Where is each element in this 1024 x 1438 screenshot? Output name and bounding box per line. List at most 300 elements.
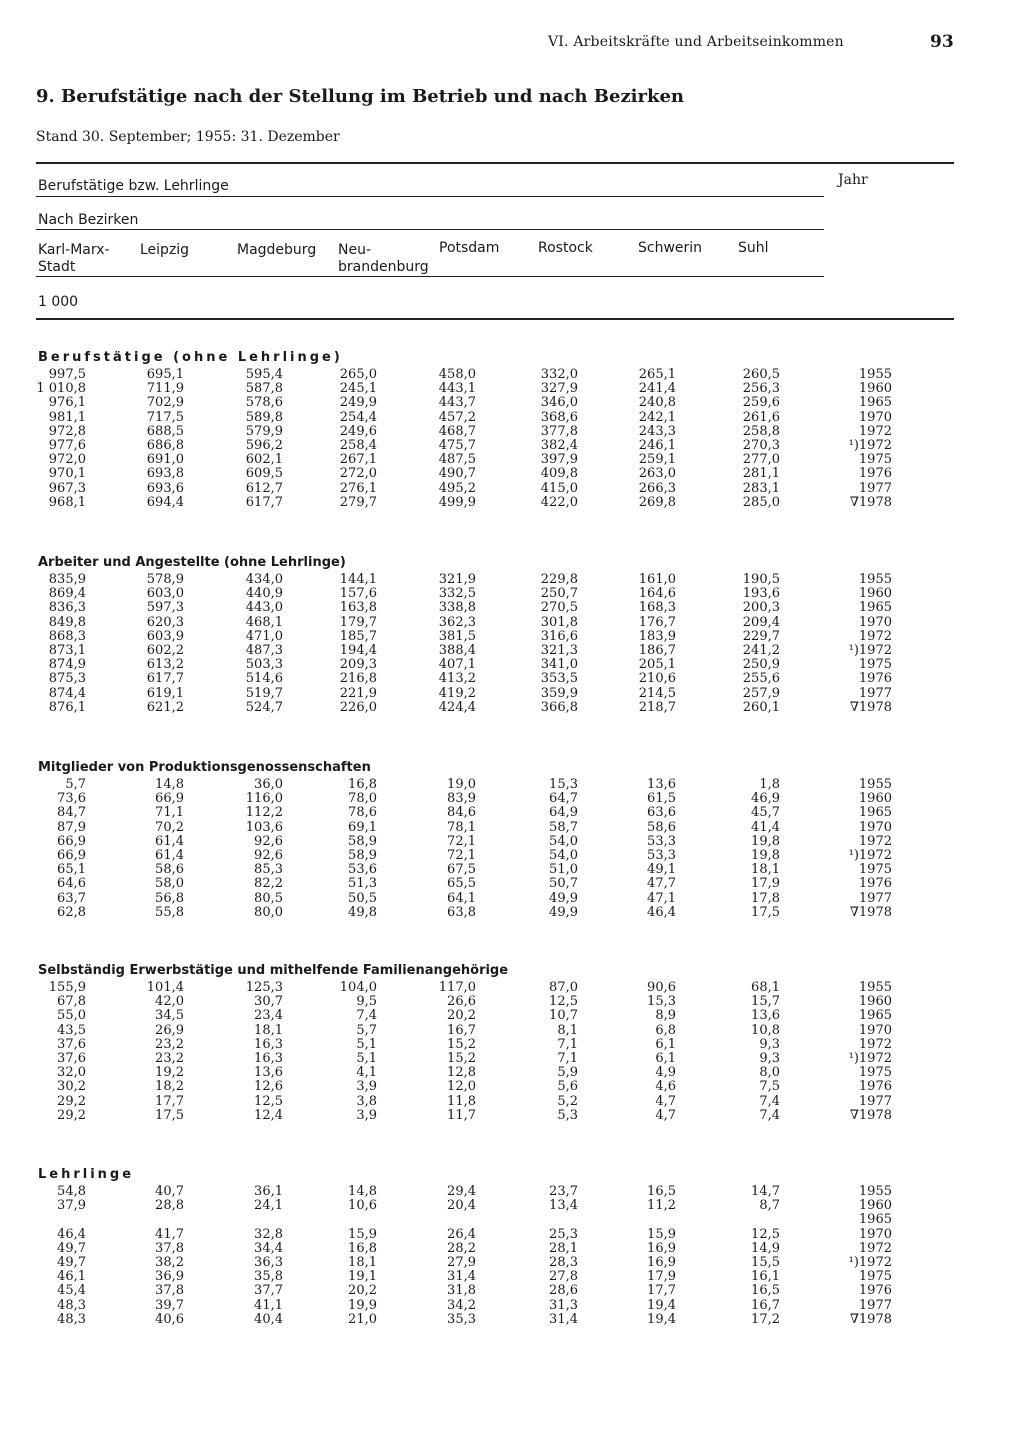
table-cell: 272,0 — [339, 466, 377, 482]
table-cell: 117,0 — [438, 980, 476, 995]
table-cell: 42,0 — [155, 994, 184, 1010]
table-cell: 10,8 — [751, 1022, 780, 1038]
table-row — [38, 1185, 978, 1199]
year-cell: 1975 — [858, 1269, 892, 1285]
table-cell: 56,8 — [155, 890, 184, 906]
table-cell: 241,4 — [638, 381, 676, 397]
table-cell: 332,0 — [540, 367, 578, 382]
table-cell: 12,5 — [549, 994, 578, 1010]
table-cell: 260,5 — [742, 367, 780, 382]
table-title: 9. Berufstätige nach der Stellung im Betrieb und nach Bezirken — [36, 86, 684, 107]
table-cell: 613,2 — [146, 657, 184, 673]
column-header-potsdam: Potsdam — [439, 240, 500, 256]
table-cell: 3,9 — [356, 1079, 377, 1095]
table-cell: 256,3 — [742, 381, 780, 397]
table-cell: 23,7 — [549, 1184, 578, 1199]
table-cell: 47,1 — [647, 890, 676, 906]
table-cell: 316,6 — [540, 628, 578, 644]
table-row — [38, 1080, 978, 1094]
table-row — [38, 821, 978, 835]
table-cell: 19,0 — [447, 777, 476, 792]
year-cell: 1972 — [858, 1240, 892, 1256]
table-cell: 49,8 — [348, 904, 377, 920]
table-row — [38, 482, 978, 496]
table-cell: 468,7 — [438, 423, 476, 439]
table-cell: 66,9 — [155, 791, 184, 807]
year-cell: 1975 — [858, 1065, 892, 1081]
table-cell: 216,8 — [339, 671, 377, 687]
table-cell: 15,3 — [647, 994, 676, 1010]
section-title: Berufstätige (ohne Lehrlinge) — [38, 350, 343, 365]
table-cell: 875,3 — [48, 671, 86, 687]
table-cell: 578,6 — [245, 395, 283, 411]
table-row — [38, 701, 978, 715]
table-cell: 200,3 — [742, 600, 780, 616]
table-row — [38, 778, 978, 792]
year-cell: 1972 — [858, 1036, 892, 1052]
table-row — [38, 616, 978, 630]
table-row — [38, 672, 978, 686]
table-row — [38, 1009, 978, 1023]
table-cell: 36,1 — [254, 1184, 283, 1199]
table-cell: 36,0 — [254, 777, 283, 792]
section-rows — [38, 778, 978, 920]
year-cell: ¹)1972 — [848, 642, 892, 658]
table-cell: 72,1 — [447, 847, 476, 863]
table-cell: 967,3 — [48, 480, 86, 496]
table-cell: 359,9 — [540, 685, 578, 701]
table-cell: 186,7 — [638, 642, 676, 658]
section-rows — [38, 1185, 978, 1327]
table-cell: 976,1 — [48, 395, 86, 411]
table-cell: 691,0 — [146, 452, 184, 468]
table-cell: 8,1 — [557, 1022, 578, 1038]
table-row — [38, 1052, 978, 1066]
table-cell: 101,4 — [146, 980, 184, 995]
table-cell: 246,1 — [638, 437, 676, 453]
year-cell: ∇1978 — [849, 699, 892, 715]
table-row — [38, 1199, 978, 1213]
table-cell: 265,0 — [339, 367, 377, 382]
table-cell: 37,8 — [155, 1283, 184, 1299]
table-cell: 45,7 — [751, 805, 780, 821]
year-cell: 1955 — [858, 572, 892, 587]
table-cell: 409,8 — [540, 466, 578, 482]
table-cell: 5,1 — [356, 1050, 377, 1066]
table-cell: 14,8 — [155, 777, 184, 792]
table-cell: 31,4 — [549, 1311, 578, 1327]
year-cell: 1976 — [858, 1283, 892, 1299]
table-cell: 43,5 — [57, 1022, 86, 1038]
table-row — [38, 1066, 978, 1080]
table-cell: 221,9 — [339, 685, 377, 701]
year-cell: 1960 — [858, 791, 892, 807]
table-cell: 34,5 — [155, 1008, 184, 1024]
table-cell: 40,4 — [254, 1311, 283, 1327]
table-cell: 338,8 — [438, 600, 476, 616]
table-cell: 11,7 — [447, 1107, 476, 1123]
table-cell: 4,6 — [655, 1079, 676, 1095]
table-cell: 257,9 — [742, 685, 780, 701]
rule-columns — [36, 276, 824, 277]
table-cell: 695,1 — [146, 367, 184, 382]
table-row — [38, 601, 978, 615]
table-cell: 125,3 — [245, 980, 283, 995]
table-cell: 7,4 — [759, 1107, 780, 1123]
table-cell: 168,3 — [638, 600, 676, 616]
table-cell: 229,7 — [742, 628, 780, 644]
year-cell: ¹)1972 — [848, 1254, 892, 1270]
table-cell: 53,6 — [348, 862, 377, 878]
table-cell: 35,3 — [447, 1311, 476, 1327]
table-cell: 48,3 — [57, 1311, 86, 1327]
table-cell: 183,9 — [638, 628, 676, 644]
table-cell: 80,0 — [254, 904, 283, 920]
table-cell: 28,1 — [549, 1240, 578, 1256]
table-cell: 12,5 — [254, 1093, 283, 1109]
table-row — [38, 453, 978, 467]
table-cell: 9,3 — [759, 1050, 780, 1066]
running-head: VI. Arbeitskräfte und Arbeitseinkommen — [548, 34, 844, 50]
head-group: Nach Bezirken — [38, 212, 139, 228]
table-cell: 7,1 — [557, 1036, 578, 1052]
table-cell: 229,8 — [540, 572, 578, 587]
table-cell: 981,1 — [48, 409, 86, 425]
table-cell: 876,1 — [48, 699, 86, 715]
table-cell: 19,4 — [647, 1297, 676, 1313]
table-cell: 64,6 — [57, 876, 86, 892]
year-cell: 1970 — [858, 614, 892, 630]
year-cell: 1960 — [858, 1198, 892, 1214]
table-cell: 443,7 — [438, 395, 476, 411]
table-row — [38, 835, 978, 849]
table-cell: 28,8 — [155, 1198, 184, 1214]
table-cell: 495,2 — [438, 480, 476, 496]
table-cell: 58,7 — [549, 819, 578, 835]
table-cell: 443,0 — [245, 600, 283, 616]
year-cell: 1965 — [858, 600, 892, 616]
table-cell: 31,3 — [549, 1297, 578, 1313]
table-cell: 281,1 — [742, 466, 780, 482]
table-cell: 37,7 — [254, 1283, 283, 1299]
table-cell: 12,6 — [254, 1079, 283, 1095]
table-cell: 415,0 — [540, 480, 578, 496]
table-row — [38, 995, 978, 1009]
table-cell: 87,9 — [57, 819, 86, 835]
table-cell: 9,5 — [356, 994, 377, 1010]
table-cell: 82,2 — [254, 876, 283, 892]
table-cell: 603,9 — [146, 628, 184, 644]
table-cell: 377,8 — [540, 423, 578, 439]
table-cell: 261,6 — [742, 409, 780, 425]
table-cell: 14,7 — [751, 1184, 780, 1199]
table-cell: 717,5 — [146, 409, 184, 425]
table-row — [38, 981, 978, 995]
year-cell: 1965 — [858, 1008, 892, 1024]
table-cell: 26,4 — [447, 1226, 476, 1242]
table-cell: 23,4 — [254, 1008, 283, 1024]
table-cell: 694,4 — [146, 494, 184, 510]
table-cell: 17,8 — [751, 890, 780, 906]
table-row — [38, 573, 978, 587]
table-cell: 869,4 — [48, 586, 86, 602]
section-produktionsgenossenschaften — [38, 758, 978, 920]
table-cell: 55,0 — [57, 1008, 86, 1024]
year-cell: 1970 — [858, 1022, 892, 1038]
table-cell: 5,7 — [65, 777, 86, 792]
rule-header-bottom — [36, 318, 954, 320]
table-cell: 71,1 — [155, 805, 184, 821]
table-cell: 836,3 — [48, 600, 86, 616]
table-cell: 519,7 — [245, 685, 283, 701]
table-cell: 241,2 — [742, 642, 780, 658]
table-cell: 164,6 — [638, 586, 676, 602]
table-cell: 596,2 — [245, 437, 283, 453]
table-cell: 58,0 — [155, 876, 184, 892]
table-cell: 3,9 — [356, 1107, 377, 1123]
table-cell: 4,7 — [655, 1093, 676, 1109]
table-cell: 5,6 — [557, 1079, 578, 1095]
column-header-karl-marx-stadt: Karl-Marx- Stadt — [38, 242, 110, 275]
table-cell: 49,7 — [57, 1240, 86, 1256]
table-cell: 270,5 — [540, 600, 578, 616]
table-cell: 54,8 — [57, 1184, 86, 1199]
table-cell: 16,9 — [647, 1254, 676, 1270]
table-cell: 34,2 — [447, 1297, 476, 1313]
table-cell: 424,4 — [438, 699, 476, 715]
table-cell: 499,9 — [438, 494, 476, 510]
table-row — [38, 1095, 978, 1109]
table-cell: 362,3 — [438, 614, 476, 630]
table-cell: 619,1 — [146, 685, 184, 701]
table-cell: 27,9 — [447, 1254, 476, 1270]
table-cell: 10,6 — [348, 1198, 377, 1214]
table-cell: 205,1 — [638, 657, 676, 673]
table-cell: 84,6 — [447, 805, 476, 821]
table-row — [38, 439, 978, 453]
table-cell: 602,2 — [146, 642, 184, 658]
table-cell: 41,4 — [751, 819, 780, 835]
table-cell: 16,8 — [348, 1240, 377, 1256]
table-cell: 250,7 — [540, 586, 578, 602]
table-cell: 587,8 — [245, 381, 283, 397]
column-header-leipzig: Leipzig — [140, 242, 190, 258]
table-cell: 873,1 — [48, 642, 86, 658]
table-cell: 50,5 — [348, 890, 377, 906]
table-cell: 11,8 — [447, 1093, 476, 1109]
table-cell: 30,2 — [57, 1079, 86, 1095]
year-cell: 1976 — [858, 671, 892, 687]
table-cell: 258,4 — [339, 437, 377, 453]
table-cell: 23,2 — [155, 1036, 184, 1052]
table-cell: 254,4 — [339, 409, 377, 425]
year-cell: 1960 — [858, 994, 892, 1010]
table-cell: 7,4 — [759, 1093, 780, 1109]
table-cell: 78,1 — [447, 819, 476, 835]
table-cell: 341,0 — [540, 657, 578, 673]
year-cell: 1955 — [858, 1184, 892, 1199]
table-cell: 270,3 — [742, 437, 780, 453]
table-row — [38, 687, 978, 701]
year-cell: 1970 — [858, 1226, 892, 1242]
table-cell: 66,9 — [57, 847, 86, 863]
table-cell: 514,6 — [245, 671, 283, 687]
table-cell: 267,1 — [339, 452, 377, 468]
table-cell: 10,7 — [549, 1008, 578, 1024]
column-header-magdeburg: Magdeburg — [237, 242, 317, 258]
table-cell: 103,6 — [245, 819, 283, 835]
table-cell: 46,4 — [647, 904, 676, 920]
table-cell: 475,7 — [438, 437, 476, 453]
table-cell: 20,4 — [447, 1198, 476, 1214]
table-cell: 37,6 — [57, 1050, 86, 1066]
table-cell: 487,3 — [245, 642, 283, 658]
section-lehrlinge — [38, 1165, 978, 1327]
table-row — [38, 892, 978, 906]
table-row — [38, 1024, 978, 1038]
table-cell: 176,7 — [638, 614, 676, 630]
year-cell: 1960 — [858, 586, 892, 602]
table-cell: 12,0 — [447, 1079, 476, 1095]
table-cell: 58,6 — [647, 819, 676, 835]
table-cell: 578,9 — [146, 572, 184, 587]
table-cell: 65,1 — [57, 862, 86, 878]
year-cell: 1955 — [858, 367, 892, 382]
table-cell: 104,0 — [339, 980, 377, 995]
table-cell: 112,2 — [245, 805, 283, 821]
table-cell: 368,6 — [540, 409, 578, 425]
table-cell: 686,8 — [146, 437, 184, 453]
table-cell: 259,6 — [742, 395, 780, 411]
table-cell: 83,9 — [447, 791, 476, 807]
table-cell: 12,5 — [751, 1226, 780, 1242]
table-cell: 259,1 — [638, 452, 676, 468]
table-cell: 243,3 — [638, 423, 676, 439]
table-cell: 37,6 — [57, 1036, 86, 1052]
table-cell: 73,6 — [57, 791, 86, 807]
table-cell: 13,4 — [549, 1198, 578, 1214]
table-cell: 34,4 — [254, 1240, 283, 1256]
table-cell: 155,9 — [48, 980, 86, 995]
table-cell: 226,0 — [339, 699, 377, 715]
table-cell: 190,5 — [742, 572, 780, 587]
table-cell: 61,4 — [155, 847, 184, 863]
table-cell: 617,7 — [245, 494, 283, 510]
table-cell: 72,1 — [447, 833, 476, 849]
table-cell: 46,9 — [751, 791, 780, 807]
table-cell: 321,9 — [438, 572, 476, 587]
table-row — [38, 658, 978, 672]
table-cell: 36,3 — [254, 1254, 283, 1270]
table-cell: 620,3 — [146, 614, 184, 630]
table-cell: 17,2 — [751, 1311, 780, 1327]
table-cell: 397,9 — [540, 452, 578, 468]
year-cell: 1977 — [858, 685, 892, 701]
page-number: 93 — [930, 32, 954, 52]
year-cell: 1972 — [858, 833, 892, 849]
table-cell: 260,1 — [742, 699, 780, 715]
table-cell: 8,7 — [759, 1198, 780, 1214]
table-cell: 7,4 — [356, 1008, 377, 1024]
table-cell: 595,4 — [245, 367, 283, 382]
table-cell: 16,5 — [647, 1184, 676, 1199]
table-cell: 255,6 — [742, 671, 780, 687]
table-row — [38, 1109, 978, 1123]
table-cell: 597,3 — [146, 600, 184, 616]
table-cell: 693,8 — [146, 466, 184, 482]
table-row — [38, 1242, 978, 1256]
table-cell: 157,6 — [339, 586, 377, 602]
table-cell: 579,9 — [245, 423, 283, 439]
table-cell: 15,5 — [751, 1254, 780, 1270]
table-cell: 218,7 — [638, 699, 676, 715]
table-cell: 849,8 — [48, 614, 86, 630]
table-cell: 6,1 — [655, 1036, 676, 1052]
table-cell: 25,3 — [549, 1226, 578, 1242]
table-cell: 15,2 — [447, 1036, 476, 1052]
table-cell: 11,2 — [647, 1198, 676, 1214]
table-cell: 37,8 — [155, 1240, 184, 1256]
table-cell: 163,8 — [339, 600, 377, 616]
table-cell: 17,5 — [751, 904, 780, 920]
section-title: Selbständig Erwerbstätige und mithelfende Familienangehörige — [38, 963, 509, 978]
table-cell: 4,7 — [655, 1107, 676, 1123]
table-cell: 64,7 — [549, 791, 578, 807]
table-cell: 16,5 — [751, 1283, 780, 1299]
table-cell: 602,1 — [245, 452, 283, 468]
table-cell: 49,1 — [647, 862, 676, 878]
table-cell: 64,9 — [549, 805, 578, 821]
year-cell: 1965 — [858, 395, 892, 411]
table-cell: 30,7 — [254, 994, 283, 1010]
table-cell: 7,5 — [759, 1079, 780, 1095]
table-cell: 69,1 — [348, 819, 377, 835]
table-cell: 346,0 — [540, 395, 578, 411]
year-cell: 1965 — [858, 1212, 892, 1228]
table-row — [38, 467, 978, 481]
year-cell: ¹)1972 — [848, 437, 892, 453]
year-cell: ∇1978 — [849, 1107, 892, 1123]
table-cell: 32,8 — [254, 1226, 283, 1242]
table-cell: 51,0 — [549, 862, 578, 878]
table-cell: 53,3 — [647, 847, 676, 863]
table-row — [38, 587, 978, 601]
table-cell: 78,0 — [348, 791, 377, 807]
table-cell: 19,8 — [751, 847, 780, 863]
section-title: Arbeiter und Angestellte (ohne Lehrlinge) — [38, 555, 346, 570]
table-cell: 38,2 — [155, 1254, 184, 1270]
table-cell: 612,7 — [245, 480, 283, 496]
table-cell: 12,4 — [254, 1107, 283, 1123]
table-cell: 39,7 — [155, 1297, 184, 1313]
table-cell: 18,1 — [254, 1022, 283, 1038]
table-cell: 440,9 — [245, 586, 283, 602]
column-header-suhl: Suhl — [738, 240, 769, 256]
table-cell: 28,2 — [447, 1240, 476, 1256]
table-cell: 589,8 — [245, 409, 283, 425]
year-cell: ∇1978 — [849, 494, 892, 510]
table-cell: 19,8 — [751, 833, 780, 849]
table-cell: 64,1 — [447, 890, 476, 906]
table-cell: 92,6 — [254, 847, 283, 863]
table-row — [38, 1313, 978, 1327]
table-cell: 48,3 — [57, 1297, 86, 1313]
table-cell: 58,6 — [155, 862, 184, 878]
table-cell: 54,0 — [549, 847, 578, 863]
table-row — [38, 425, 978, 439]
table-cell: 688,5 — [146, 423, 184, 439]
table-cell: 693,6 — [146, 480, 184, 496]
